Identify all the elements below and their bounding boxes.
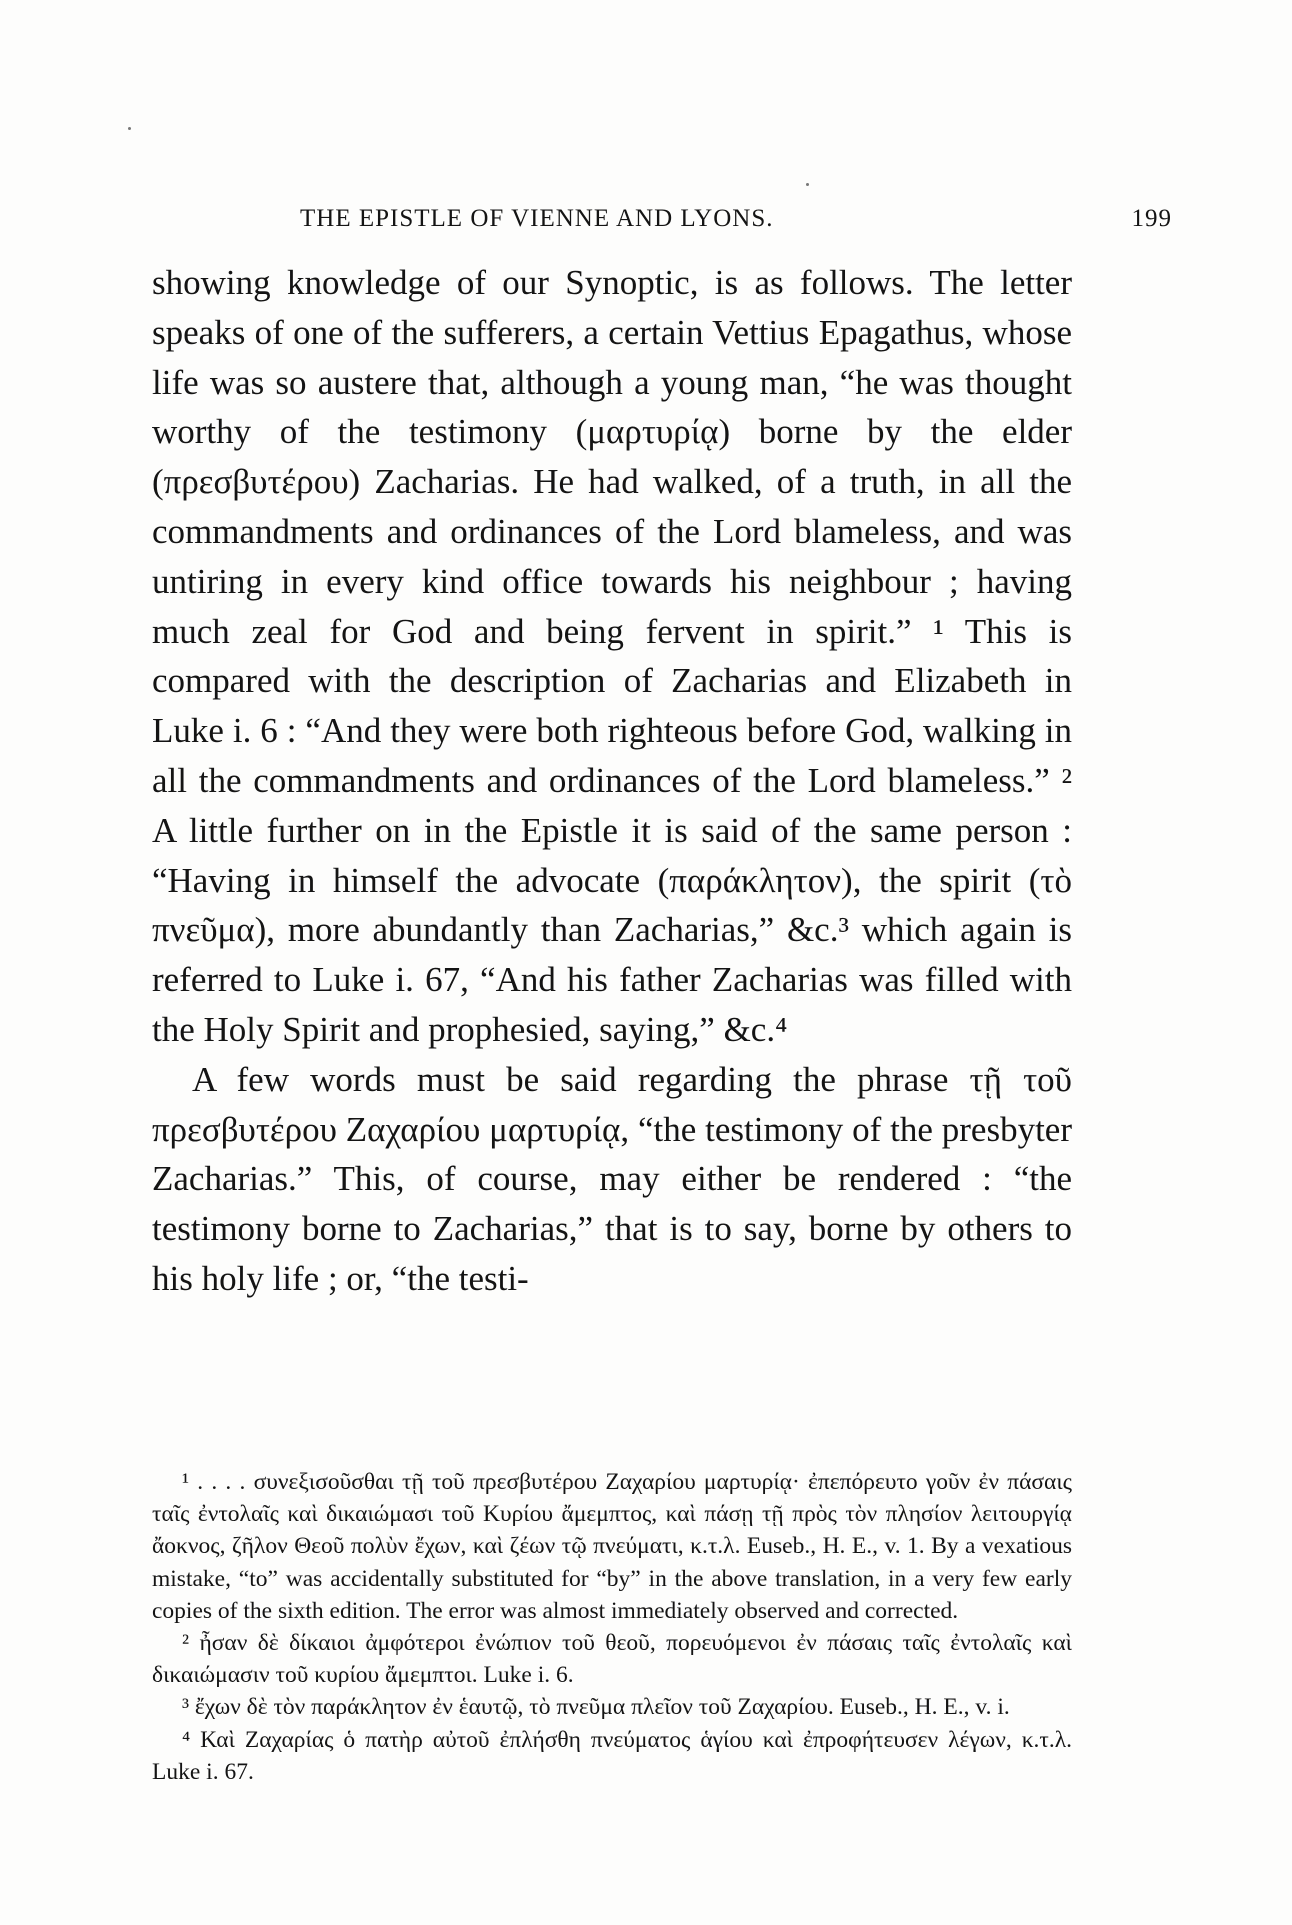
footnote: ⁴ Καὶ Ζαχαρίας ὁ πατὴρ αὐτοῦ ἐπλήσθη πνεύματος ἁγίου καὶ ἐπροφήτευσεν λέγων, κ.τ.λ. Luke i. 67. (152, 1726, 1072, 1785)
paragraph: showing knowledge of our Synoptic, is as follows. The letter speaks of one of the sufferers, a certain Vettius Epagathus, whose life was so austere that, although a young man, “he was thought worthy of the testimony (μαρτυρίᾳ) borne by the elder (πρεσβυτέρου) Zacharias. He had walked, of a truth, in all the commandments and ordinances of the Lord blameless, and was untiring in every kind office towards his neighbour ; having much zeal for God and being fervent in spirit.” ¹ This is compared with the description of Zacharias and Elizabeth in Luke i. 6 : “And they were both righteous before God, walking in all the commandments and ordinances of the Lord blameless.” ² A little further on in the Epistle it is said of the same person : “Having in himself the advocate (παράκλητον), the spirit (τὸ πνεῦμα), more abundantly than Zacharias,” &c.³ which again is referred to Luke i. 67, “And his father Zacharias was filled with the Holy Spirit and prophesied, saying,” &c.⁴ (152, 263, 1072, 1049)
footnotes (152, 1466, 1072, 1788)
scan-speck (806, 183, 809, 186)
running-header (300, 205, 1172, 245)
scan-speck (128, 127, 131, 130)
paragraph: A few words must be said regarding the phrase τῇ τοῦ πρεσβυτέρου Ζαχαρίου μαρτυρίᾳ, “the testimony of the presbyter Zacharias.” This, of course, may either be rendered : “the testimony borne to Zacharias,” that is to say, borne by others to his holy life ; or, “the testi- (152, 1059, 1072, 1298)
footnote: ² ἦσαν δὲ δίκαιοι ἀμφότεροι ἐνώπιον τοῦ θεοῦ, πορευόμενοι ἐν πάσαις ταῖς ἐντολαῖς καὶ δικαιώμασιν τοῦ κυρίου ἄμεμπτοι. Luke i. 6. (152, 1630, 1072, 1689)
footnote: ³ ἔχων δὲ τὸν παράκλητον ἐν ἑαυτῷ, τὸ πνεῦμα πλεῖον τοῦ Ζαχαρίου. Euseb., H. E., v. i. (182, 1694, 1010, 1721)
page-number: 199 (1131, 205, 1172, 232)
running-title: THE EPISTLE OF VIENNE AND LYONS. (300, 205, 774, 232)
main-text (152, 258, 1072, 1304)
footnote: ¹ . . . . συνεξισοῦσθαι τῇ τοῦ πρεσβυτέρου Ζαχαρίου μαρτυρίᾳ· ἐπεπόρευτο γοῦν ἐν πάσαις ταῖς ἐντολαῖς καὶ δικαιώμασι τοῦ Κυρίου ἄμεμπτος, καὶ πάσῃ τῇ πρὸς τὸν πλησίον λειτουργίᾳ ἄοκνος, ζῆλον Θεοῦ πολὺν ἔχων, καὶ ζέων τῷ πνεύματι, κ.τ.λ. Euseb., H. E., v. 1. By a vexatious mistake, “to” was accidentally substituted for “by” in the above translation, in a very few early copies of the sixth edition. The error was almost immediately observed and corrected. (152, 1469, 1072, 1624)
